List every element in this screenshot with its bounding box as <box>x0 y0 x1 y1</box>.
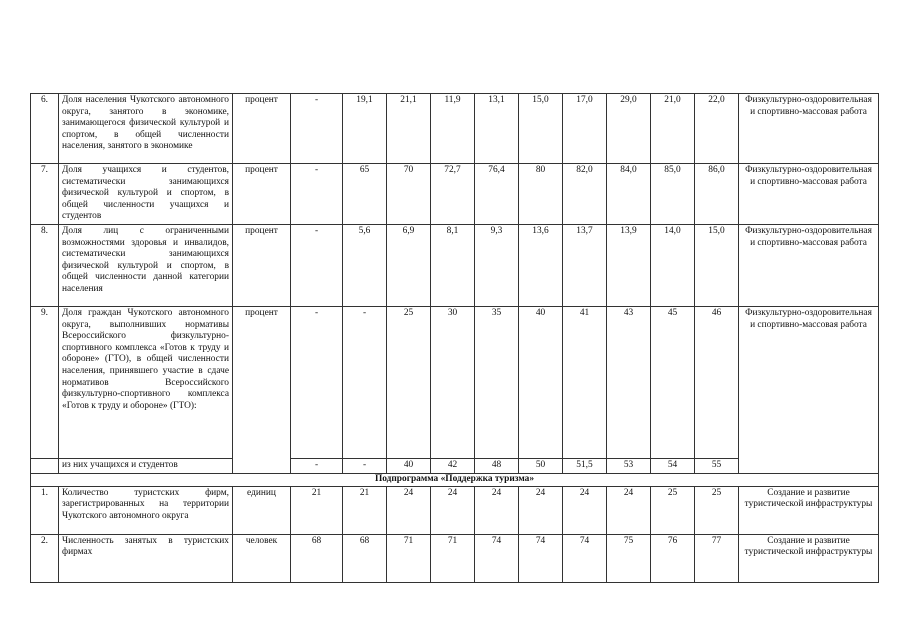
subprogram-activity: Физкультурно-оздоровительная и спортивно-массовая работа <box>739 306 879 458</box>
value-cell: 68 <box>343 534 387 582</box>
value-cell: 14,0 <box>651 224 695 306</box>
value-cell: 6,9 <box>387 224 431 306</box>
indicator-name: Численность занятых в туристских фирмах <box>59 534 233 582</box>
value-cell: 70 <box>387 164 431 225</box>
value-cell: 25 <box>651 486 695 534</box>
row-number: 1. <box>31 486 59 534</box>
value-cell: 19,1 <box>343 94 387 164</box>
value-cell: - <box>343 306 387 458</box>
row-number: 6. <box>31 94 59 164</box>
value-cell: 41 <box>563 306 607 458</box>
value-cell: 9,3 <box>475 224 519 306</box>
value-cell: 13,6 <box>519 224 563 306</box>
row-number <box>31 458 59 473</box>
unit: процент <box>233 94 291 164</box>
unit: процент <box>233 164 291 225</box>
value-cell: 85,0 <box>651 164 695 225</box>
table-row <box>31 458 879 473</box>
value-cell: 8,1 <box>431 224 475 306</box>
indicator-name: Доля населения Чукотского автономного округа, занятого в экономике, занимающегося физической культурой и спортом, в общей численности населения, занятого в экономике <box>59 94 233 164</box>
value-cell: 48 <box>475 458 519 473</box>
table-row <box>31 306 879 458</box>
unit: человек <box>233 534 291 582</box>
value-cell: 72,7 <box>431 164 475 225</box>
subprogram-activity: Создание и развитие туристической инфраструктуры <box>739 534 879 582</box>
value-cell: 29,0 <box>607 94 651 164</box>
unit <box>233 458 291 473</box>
value-cell: - <box>291 164 343 225</box>
value-cell: 71 <box>431 534 475 582</box>
value-cell: - <box>291 94 343 164</box>
unit: процент <box>233 306 291 458</box>
subprogram-activity: Физкультурно-оздоровительная и спортивно-массовая работа <box>739 94 879 164</box>
row-number: 9. <box>31 306 59 458</box>
value-cell: 74 <box>563 534 607 582</box>
value-cell: 82,0 <box>563 164 607 225</box>
indicators-table <box>30 93 879 583</box>
value-cell: 50 <box>519 458 563 473</box>
table-row <box>31 486 879 534</box>
value-cell: 21 <box>343 486 387 534</box>
value-cell: 74 <box>519 534 563 582</box>
row-number: 2. <box>31 534 59 582</box>
value-cell: 43 <box>607 306 651 458</box>
value-cell: 11,9 <box>431 94 475 164</box>
unit: единиц <box>233 486 291 534</box>
value-cell: 42 <box>431 458 475 473</box>
indicator-name: Доля учащихся и студентов, систематически занимающихся физической культурой и спортом, в общей численности учащихся и студентов <box>59 164 233 225</box>
value-cell: 24 <box>519 486 563 534</box>
subprogram-activity: Физкультурно-оздоровительная и спортивно-массовая работа <box>739 224 879 306</box>
value-cell: 15,0 <box>695 224 739 306</box>
indicator-name: Доля лиц с ограниченными возможностями здоровья и инвалидов, систематически занимающихся физической культурой и спортом, в общей численности данной категории населения <box>59 224 233 306</box>
value-cell: 77 <box>695 534 739 582</box>
table-row <box>31 224 879 306</box>
value-cell: 13,9 <box>607 224 651 306</box>
value-cell: 24 <box>563 486 607 534</box>
value-cell: 65 <box>343 164 387 225</box>
value-cell: 74 <box>475 534 519 582</box>
table-row <box>31 94 879 164</box>
value-cell: 55 <box>695 458 739 473</box>
value-cell: 24 <box>607 486 651 534</box>
value-cell: 51,5 <box>563 458 607 473</box>
value-cell: 5,6 <box>343 224 387 306</box>
value-cell: 76,4 <box>475 164 519 225</box>
subprogram-activity: Физкультурно-оздоровительная и спортивно-массовая работа <box>739 164 879 225</box>
indicator-name: из них учащихся и студентов <box>59 458 233 473</box>
section-title: Подпрограмма «Поддержка туризма» <box>31 473 879 486</box>
subprogram-activity: Создание и развитие туристической инфраструктуры <box>739 486 879 534</box>
unit: процент <box>233 224 291 306</box>
value-cell: 68 <box>291 534 343 582</box>
value-cell: 24 <box>431 486 475 534</box>
value-cell: 84,0 <box>607 164 651 225</box>
value-cell: - <box>343 458 387 473</box>
value-cell: 24 <box>475 486 519 534</box>
value-cell: 21,1 <box>387 94 431 164</box>
value-cell: 13,7 <box>563 224 607 306</box>
value-cell: 76 <box>651 534 695 582</box>
row-number: 8. <box>31 224 59 306</box>
table-row <box>31 164 879 225</box>
value-cell: - <box>291 458 343 473</box>
table-row <box>31 534 879 582</box>
indicator-name: Количество туристских фирм, зарегистрированных на территории Чукотского автономного округа <box>59 486 233 534</box>
value-cell: 15,0 <box>519 94 563 164</box>
value-cell: 25 <box>387 306 431 458</box>
value-cell: 45 <box>651 306 695 458</box>
value-cell: 17,0 <box>563 94 607 164</box>
value-cell: 71 <box>387 534 431 582</box>
value-cell: 54 <box>651 458 695 473</box>
value-cell: 80 <box>519 164 563 225</box>
value-cell: 21 <box>291 486 343 534</box>
value-cell: 46 <box>695 306 739 458</box>
value-cell: 40 <box>387 458 431 473</box>
section-header <box>31 473 879 486</box>
indicator-name: Доля граждан Чукотского автономного округа, выполнивших нормативы Всероссийского физкультурно-спортивного комплекса «Готов к труду и обороне» (ГТО), в общей численности населения, принявшего участие в сдаче нормативов Всероссийского физкультурно-спортивного комплекса «Готов к труду и обороне» (ГТО): <box>59 306 233 458</box>
subprogram-activity <box>739 458 879 473</box>
value-cell: 35 <box>475 306 519 458</box>
value-cell: 75 <box>607 534 651 582</box>
value-cell: 40 <box>519 306 563 458</box>
value-cell: 86,0 <box>695 164 739 225</box>
value-cell: 30 <box>431 306 475 458</box>
value-cell: 24 <box>387 486 431 534</box>
value-cell: 53 <box>607 458 651 473</box>
value-cell: 22,0 <box>695 94 739 164</box>
value-cell: 21,0 <box>651 94 695 164</box>
value-cell: - <box>291 306 343 458</box>
value-cell: 13,1 <box>475 94 519 164</box>
row-number: 7. <box>31 164 59 225</box>
value-cell: - <box>291 224 343 306</box>
value-cell: 25 <box>695 486 739 534</box>
